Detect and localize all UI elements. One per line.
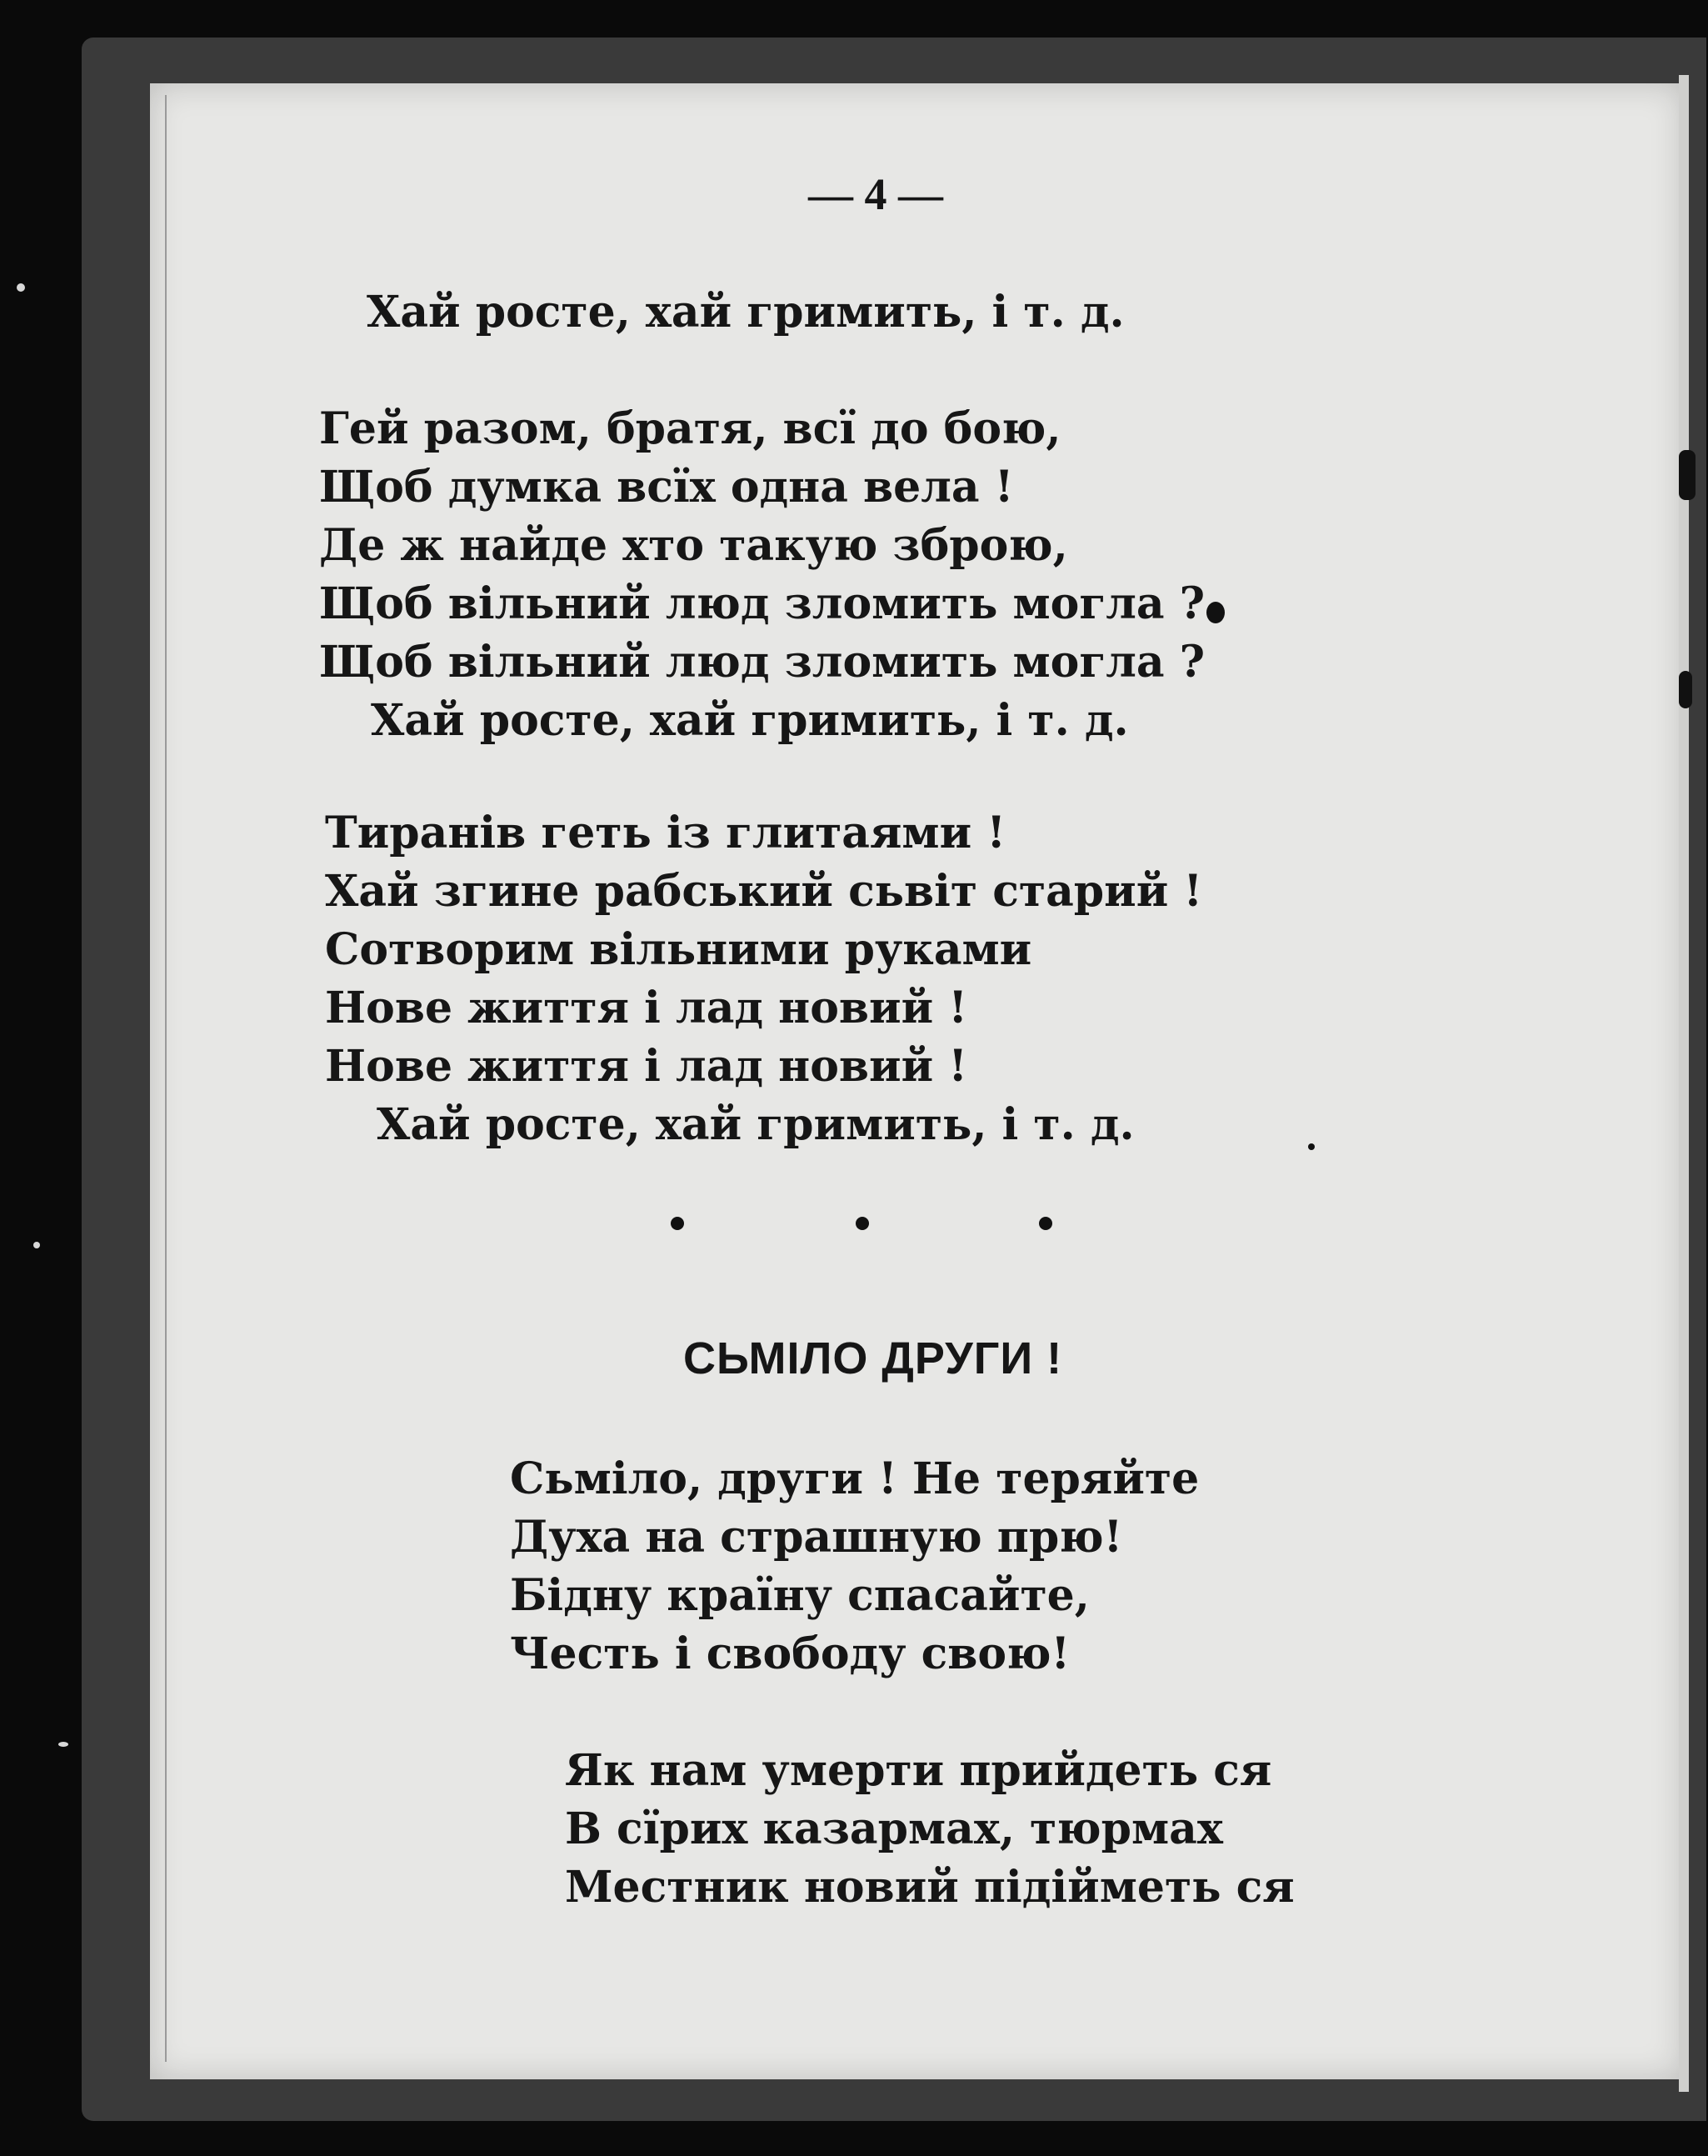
verse-line: Як нам умерти прийдеть ся (565, 1745, 1272, 1796)
binding-clip (1679, 671, 1692, 708)
ink-speck (1206, 602, 1225, 623)
page-edge (1679, 75, 1689, 2092)
separator-star (671, 1217, 684, 1230)
stanza (565, 1742, 1295, 1917)
stanza (319, 400, 1205, 750)
verse-line: Щоб думка всїх одна вела ! (319, 462, 1014, 513)
page-number: — 4 — (808, 169, 943, 219)
refrain-line: Хай росте, хай гримить, і т. д. (367, 287, 1125, 338)
binding-clip (1679, 450, 1696, 500)
stanza (325, 804, 1202, 1154)
verse-line: Нове життя і лад новий ! (325, 983, 968, 1033)
separator-star (856, 1217, 869, 1230)
section-separator (671, 1208, 1062, 1242)
verse-line: Сьміло, други ! Не теряйте (510, 1453, 1200, 1504)
verse-line: В сїрих казармах, тюрмах (565, 1803, 1223, 1854)
verse-line: Тиранів геть із глитаями ! (325, 808, 1006, 858)
verse-line: Местник новий підійметь ся (565, 1862, 1295, 1913)
verse-line: Сотворим вільними руками (325, 924, 1032, 975)
ink-speck (1308, 1143, 1315, 1150)
film-speck (33, 1242, 40, 1248)
song-title: СЬМІЛО ДРУГИ ! (683, 1333, 1063, 1383)
verse-line: Гей разом, братя, всї до бою, (319, 403, 1061, 454)
verse-line: Щоб вільний люд зломить могла ? (319, 578, 1206, 629)
refrain-line: Хай росте, хай гримить, і т. д. (377, 1099, 1135, 1150)
verse-line: Хай згине рабський сьвіт старий ! (325, 866, 1203, 917)
verse-line: Духа на страшную прю! (510, 1512, 1123, 1563)
separator-star (1039, 1217, 1052, 1230)
verse-line: Де ж найде хто такую зброю, (319, 520, 1068, 571)
refrain-line: Хай росте, хай гримить, і т. д. (371, 695, 1129, 746)
stanza (510, 1450, 1199, 1683)
verse-line: Щоб вільний люд зломить могла ? (319, 637, 1206, 688)
film-speck (17, 283, 25, 292)
verse-line: Бідну країну спасайте, (510, 1570, 1090, 1621)
verse-line: Нове життя і лад новий ! (325, 1041, 968, 1092)
film-speck (58, 1742, 68, 1747)
verse-line: Честь і свободу свою! (510, 1628, 1071, 1679)
